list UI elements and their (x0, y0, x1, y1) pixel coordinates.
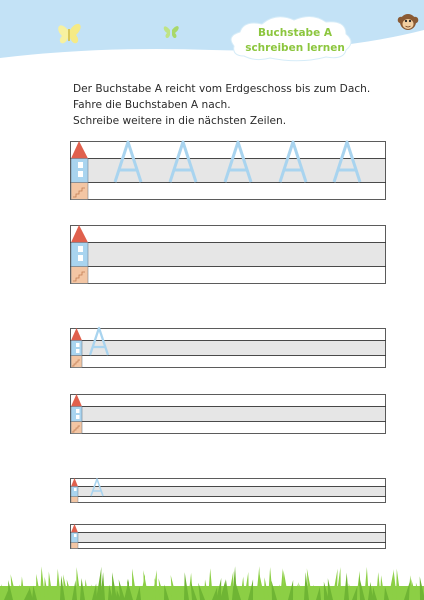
instructions (73, 81, 393, 129)
bottom-zone (71, 497, 386, 503)
writing-lines (70, 222, 386, 286)
grass-blade (132, 568, 137, 600)
grass-blade (76, 567, 81, 600)
writing-row (70, 474, 386, 504)
page-title (242, 26, 348, 60)
writing-row (70, 390, 386, 436)
grass-blade (208, 568, 213, 600)
writing-row (70, 521, 386, 551)
grass-blade (244, 572, 249, 600)
writing-lines (70, 138, 386, 202)
middle-band (71, 407, 386, 422)
middle-band (71, 243, 386, 267)
middle-band (71, 341, 386, 356)
top-zone (71, 226, 386, 243)
top-zone (71, 329, 386, 341)
title-line: schreiben lernen (245, 42, 345, 54)
writing-lines (70, 324, 386, 370)
instruction-line: Der Buchstabe A reicht vom Erdgeschoss bis zum Dach. (73, 83, 371, 95)
instruction-line: Fahre die Buchstaben A nach. (73, 99, 231, 111)
middle-band (71, 533, 386, 543)
bottom-zone (71, 356, 386, 368)
monkey-icon (397, 11, 419, 33)
top-zone (71, 142, 386, 159)
bottom-zone (71, 183, 386, 200)
title-line: Buchstabe A (258, 27, 332, 39)
writing-lines (70, 390, 386, 436)
writing-lines (70, 521, 386, 551)
instruction-line: Schreibe weitere in die nächsten Zeilen. (73, 115, 287, 127)
writing-row (70, 138, 386, 202)
grass-blade (364, 567, 369, 600)
top-zone (71, 525, 386, 533)
bottom-zone (71, 543, 386, 549)
header-banner (0, 0, 424, 70)
grass-border (0, 560, 424, 600)
bottom-zone (71, 267, 386, 284)
bottom-zone (71, 422, 386, 434)
writing-row (70, 222, 386, 286)
top-zone (71, 395, 386, 407)
middle-band (71, 487, 386, 497)
grass-blade (48, 571, 53, 600)
top-zone (71, 479, 386, 487)
writing-row (70, 324, 386, 370)
writing-lines (70, 474, 386, 504)
